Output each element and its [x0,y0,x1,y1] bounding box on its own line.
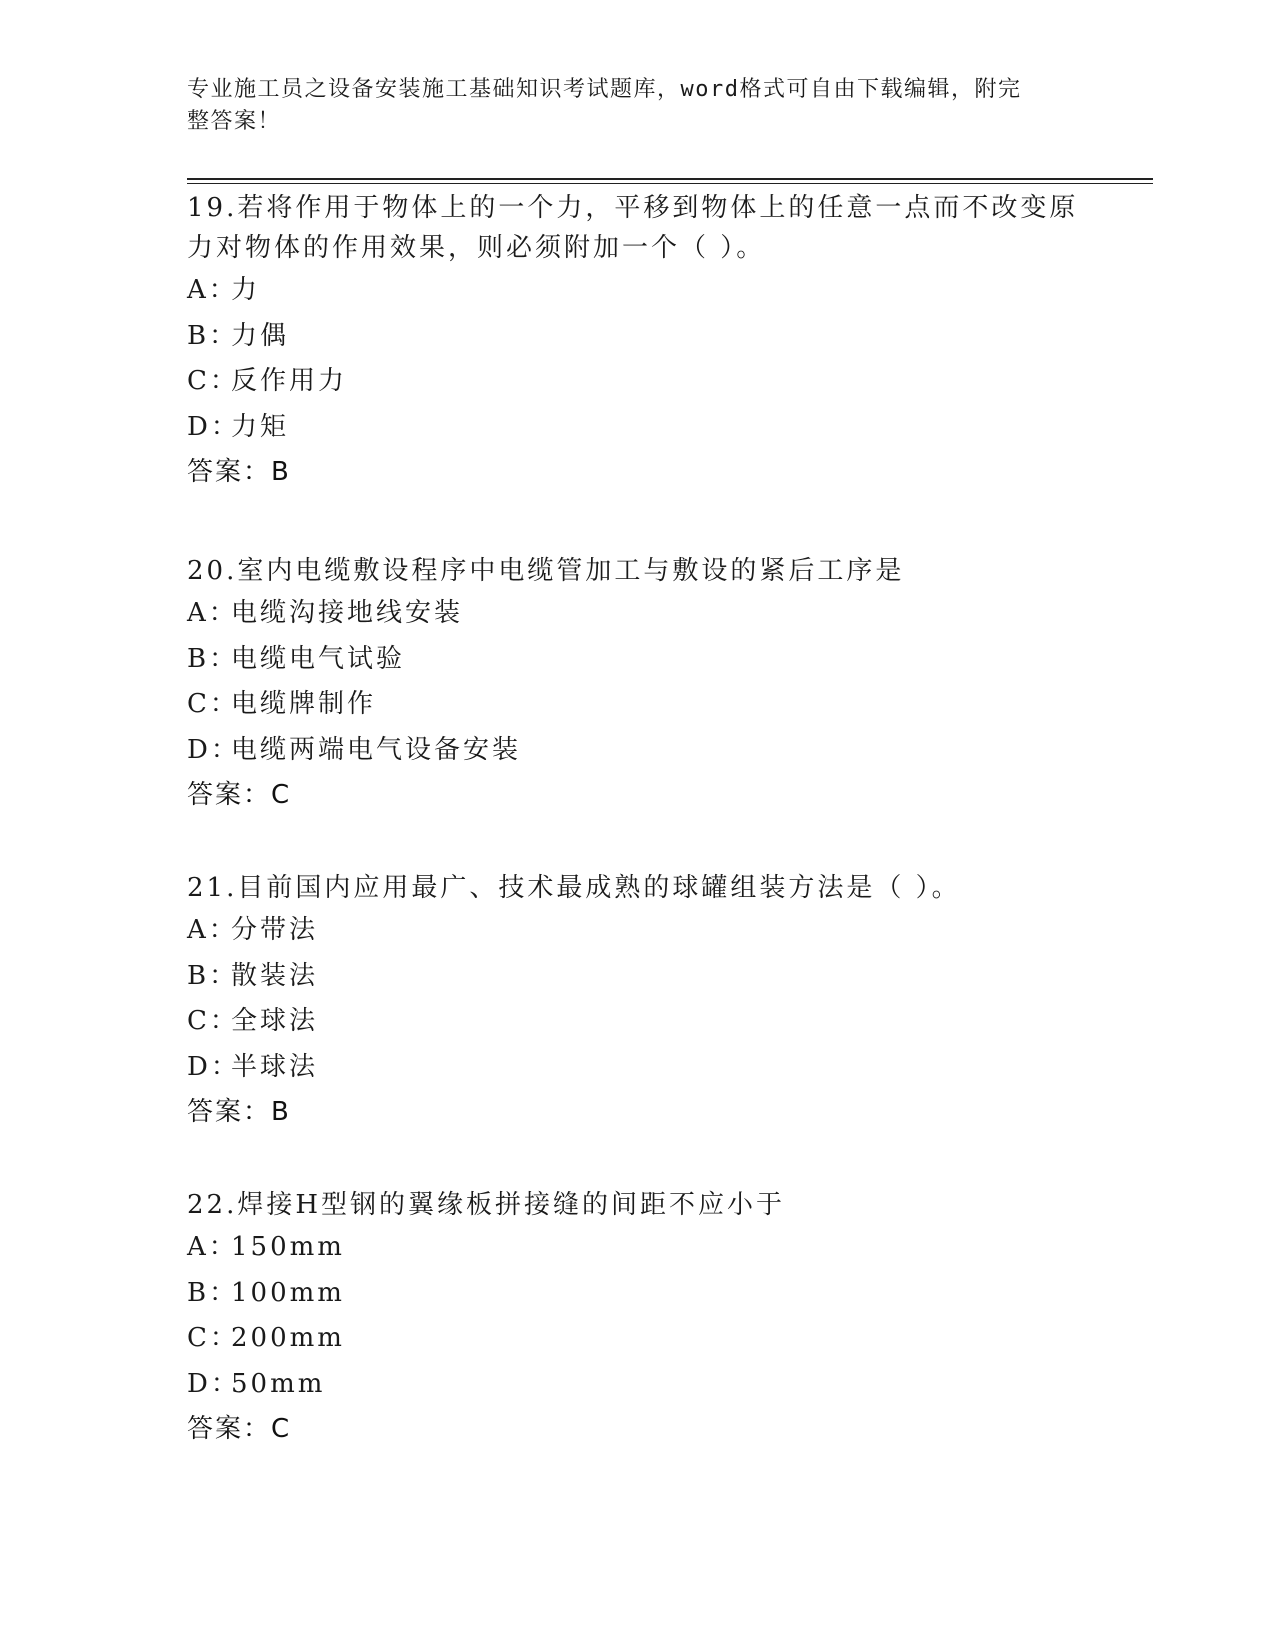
option-key: B： [187,960,239,991]
option-c [187,999,1087,1045]
answer-label: 答案：B [187,457,291,487]
option-text: 电缆沟接地线安装 [231,598,464,628]
option-text: 100mm [231,1277,345,1308]
option-b [187,314,1087,360]
header-line-1: 专业施工员之设备安装施工基础知识考试题库，word格式可自由下载编辑，附完 [187,77,1022,102]
question-19 [187,188,1087,495]
option-text: 电缆两端电气设备安装 [231,734,522,765]
option-b [187,1271,1087,1317]
option-c [187,682,1087,728]
option-text: 50mm [231,1368,326,1399]
option-text: 150mm [231,1232,345,1262]
question-20 [187,551,1087,818]
option-key: C： [187,689,239,719]
option-key: A： [187,598,238,628]
header-divider-thin [187,183,1153,184]
option-a [187,268,1087,314]
option-key: A： [187,275,238,305]
option-text: 力偶 [231,320,290,351]
question-22 [187,1185,1087,1452]
answer-label: 答案：C [187,780,292,810]
option-d [187,1362,1087,1408]
option-b [187,637,1087,683]
option-key: D： [187,734,240,765]
option-text: 力矩 [231,411,290,442]
question-stem-line-1: 21.目前国内应用最广、技术最成熟的球罐组装方法是（ ）。 [187,873,961,903]
question-stem-line-1: 22.焊接H型钢的翼缘板拼接缝的间距不应小于 [187,1190,786,1220]
document-header [187,74,1067,138]
option-a [187,908,1087,954]
option-key: A： [187,1232,238,1262]
option-c [187,1316,1087,1362]
answer-label: 答案：B [187,1097,291,1127]
option-text: 全球法 [231,1006,319,1036]
option-key: C： [187,1323,239,1353]
option-text: 半球法 [231,1051,319,1082]
option-key: D： [187,411,240,442]
question-stem-line-2: 力对物体的作用效果，则必须附加一个（ ）。 [187,233,766,263]
question-21 [187,868,1087,1135]
option-key: A： [187,915,238,945]
option-text: 散装法 [231,960,319,991]
option-text: 200mm [231,1323,345,1353]
answer-label: 答案：C [187,1414,292,1444]
option-text: 电缆电气试验 [231,643,406,674]
option-text: 分带法 [231,915,319,945]
option-key: D： [187,1368,240,1399]
header-divider-thick [187,178,1153,180]
option-c [187,359,1087,405]
option-a [187,1225,1087,1271]
option-text: 力 [231,275,261,305]
option-key: B： [187,320,239,351]
option-key: B： [187,643,239,674]
option-a [187,591,1087,637]
option-key: D： [187,1051,240,1082]
option-text: 反作用力 [231,366,348,396]
option-d [187,405,1087,451]
question-stem-line-1: 20.室内电缆敷设程序中电缆管加工与敷设的紧后工序是 [187,556,905,586]
option-text: 电缆牌制作 [231,689,377,719]
option-d [187,728,1087,774]
option-key: C： [187,1006,239,1036]
option-b [187,954,1087,1000]
option-key: C： [187,366,239,396]
option-d [187,1045,1087,1091]
option-key: B： [187,1277,239,1308]
header-line-2: 整答案！ [187,109,282,134]
question-stem-line-1: 19.若将作用于物体上的一个力，平移到物体上的任意一点而不改变原 [187,193,1079,223]
